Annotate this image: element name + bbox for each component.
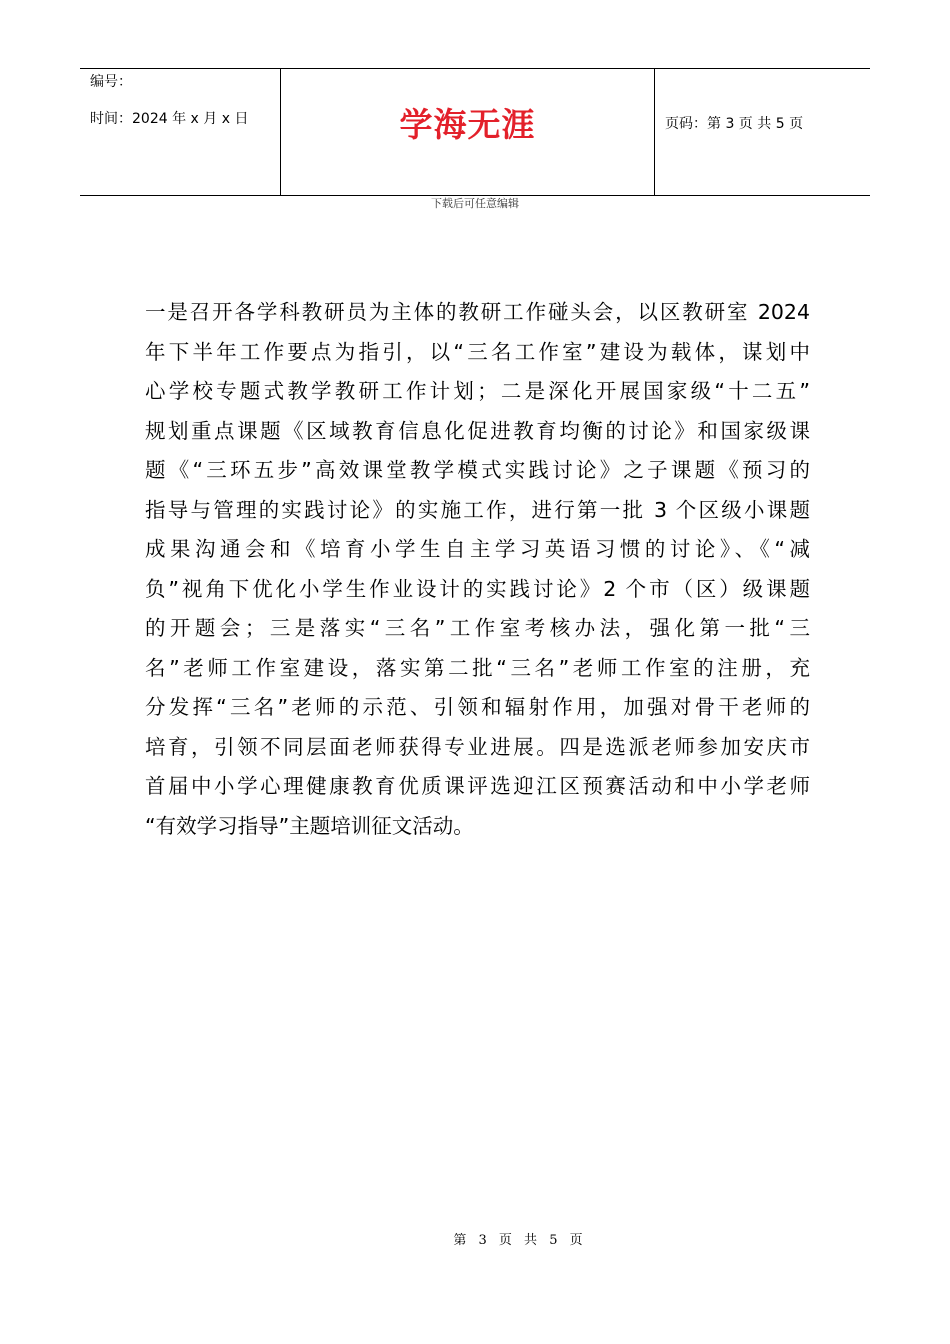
subtitle: 下载后可任意编辑 <box>431 197 519 210</box>
body-line: 年下半年工作要点为指引，以“三名工作室”建设为载体，谋划中 <box>145 339 810 364</box>
body-line: 一是召开各学科教研员为主体的教研工作碰头会，以区教研室 2024 <box>145 300 810 324</box>
page-footer: 第 3 页 共 5 页 <box>453 1233 587 1248</box>
body-line: 负”视角下优化小学生作业设计的实践讨论》2 个市（区）级课题 <box>145 576 810 601</box>
number-label: 编号： <box>90 74 132 90</box>
page-info: 页码：第 3 页 共 5 页 <box>665 116 804 132</box>
body-line: 规划重点课题《区域教育信息化促进教育均衡的讨论》和国家级课 <box>145 418 810 443</box>
body-line: 心学校专题式教学教研工作计划；二是深化开展国家级“十二五” <box>145 379 810 403</box>
header-meta <box>90 72 248 129</box>
body-line: 题《“三环五步”高效课堂教学模式实践讨论》之子课题《预习的 <box>145 458 810 482</box>
body-line: 成果沟通会和《培育小学生自主学习英语习惯的讨论》、《“减 <box>145 537 810 561</box>
body-line: 的开题会；三是落实“三名”工作室考核办法，强化第一批“三 <box>145 616 810 640</box>
body-line: “有效学习指导”主题培训征文活动。 <box>145 813 474 838</box>
body-line: 首届中小学心理健康教育优质课评选迎江区预赛活动和中小学老师 <box>145 774 810 798</box>
time-label: 时间：2024 年 x 月 x 日 <box>90 111 249 127</box>
header-title: 学海无涯 <box>399 105 536 144</box>
body-line: 名”老师工作室建设，落实第二批“三名”老师工作室的注册，充 <box>145 655 810 680</box>
header-table <box>80 68 870 196</box>
body-line: 培育，引领不同层面老师获得专业进展。四是选派老师参加安庆市 <box>145 734 810 759</box>
header-divider <box>654 69 655 195</box>
body-paragraph <box>145 293 810 846</box>
body-line: 指导与管理的实践讨论》的实施工作，进行第一批 3 个区级小课题 <box>145 497 810 522</box>
body-line: 分发挥“三名”老师的示范、引领和辐射作用，加强对骨干老师的 <box>145 695 810 719</box>
